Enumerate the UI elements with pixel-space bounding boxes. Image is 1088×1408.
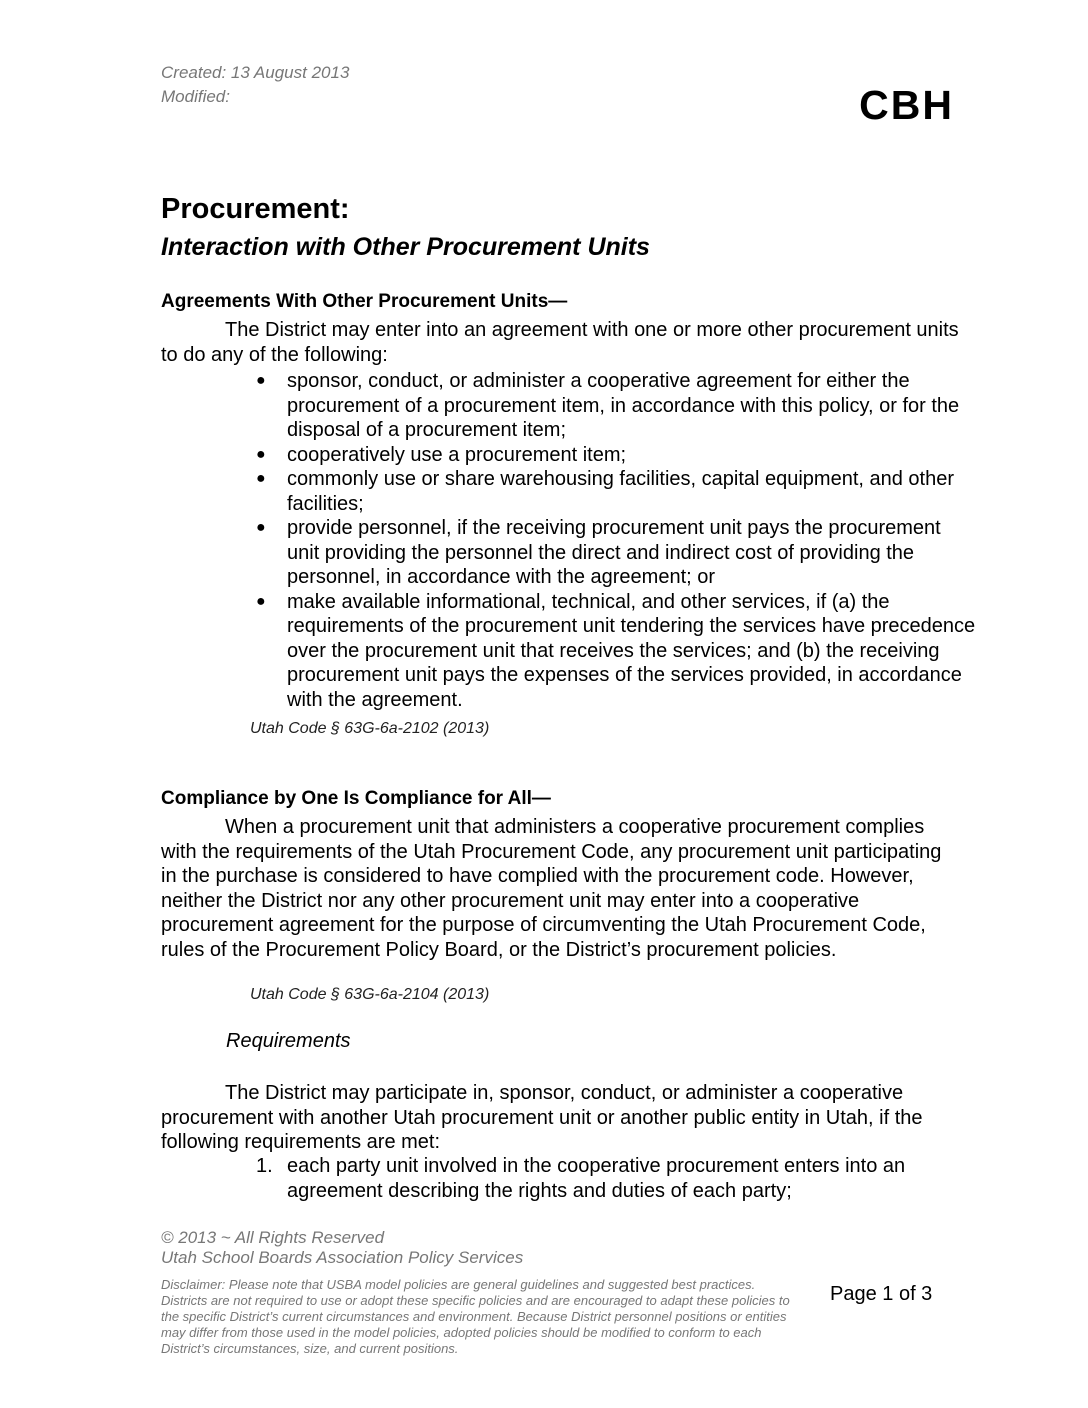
bullet-icon: ● — [256, 470, 266, 487]
requirements-list — [256, 1154, 976, 1203]
list-item — [256, 1154, 976, 1203]
list-item-text: each party unit involved in the cooperative procurement enters into an agreement describing the rights and duties of each party; — [287, 1155, 906, 1202]
modified-date: Modified: — [161, 87, 230, 106]
list-item — [256, 590, 976, 713]
list-number: 1. — [256, 1155, 273, 1177]
list-item — [256, 443, 976, 468]
citation-agreements: Utah Code § 63G-6a-2102 (2013) — [250, 720, 490, 737]
list-item-text: commonly use or share warehousing facilities, capital equipment, and other facilities; — [287, 468, 955, 515]
citation-compliance: Utah Code § 63G-6a-2104 (2013) — [250, 986, 490, 1003]
section-heading-compliance: Compliance by One Is Compliance for All— — [161, 788, 551, 809]
footer-copyright: © 2013 ~ All Rights Reserved — [161, 1228, 385, 1247]
footer-organization: Utah School Boards Association Policy Services — [161, 1248, 524, 1267]
section-heading-agreements: Agreements With Other Procurement Units— — [161, 291, 568, 312]
list-item-text: provide personnel, if the receiving procurement unit pays the procurement unit providing the personnel the direct and indirect cost of providing the personnel, in accordance with the agreement; or — [287, 517, 941, 588]
list-item — [256, 467, 976, 516]
list-item-text: cooperatively use a procurement item; — [287, 443, 627, 466]
intro-text: The District may enter into an agreement with one or more other procurement units to do any of the following: — [161, 319, 959, 366]
bullet-icon: ● — [256, 372, 266, 389]
intro-text: The District may participate in, sponsor, conduct, or administer a cooperative procurement with another Utah procurement unit or another public entity in Utah, if the following requirements are met: — [161, 1082, 923, 1153]
subheading-requirements: Requirements — [226, 1030, 351, 1052]
footer-disclaimer: Disclaimer: Please note that USBA model policies are general guidelines and suggested best practices. Districts are not required to use or adopt these specific policies and are encouraged to adapt these policies to the specific District’s current circumstances and environment. Because District personnel positions or entities may differ from those used in the model policies, adopted policies should be modified to conform to each District’s circumstances, size, and current positions. — [161, 1277, 790, 1356]
section-intro-agreements — [161, 318, 961, 367]
agreements-list — [256, 369, 976, 712]
list-item — [256, 369, 976, 443]
page-subtitle: Interaction with Other Procurement Units — [161, 233, 650, 261]
section-intro-requirements — [161, 1081, 961, 1155]
bullet-icon: ● — [256, 519, 266, 536]
section-body-compliance — [161, 815, 961, 962]
bullet-icon: ● — [256, 445, 266, 463]
page-title: Procurement: — [161, 193, 350, 225]
created-date: Created: 13 August 2013 — [161, 63, 350, 82]
body-text: When a procurement unit that administers a cooperative procurement complies with the requirements of the Utah Procurement Code, any procurement unit participating in the purchase is considered to have complied with the procurement code. However, neither the District nor any other procurement unit may enter into a cooperative procurement agreement for the purpose of circumventing the Utah Procurement Code, rules of the Procurement Policy Board, or the District’s procurement policies. — [161, 816, 942, 961]
policy-code: CBH — [859, 82, 954, 128]
page-number: Page 1 of 3 — [830, 1283, 933, 1305]
list-item-text: make available informational, technical, and other services, if (a) the requirements of the procurement unit tendering the services have precedence over the procurement unit that receives the services; and (b) the receiving procurement unit pays the expenses of the services provided, in accordance with the agreement. — [287, 590, 976, 711]
list-item — [256, 516, 976, 590]
list-item-text: sponsor, conduct, or administer a cooperative agreement for either the procurement of a procurement item, in accordance with this policy, or for the disposal of a procurement item; — [287, 370, 960, 441]
bullet-icon: ● — [256, 592, 266, 610]
